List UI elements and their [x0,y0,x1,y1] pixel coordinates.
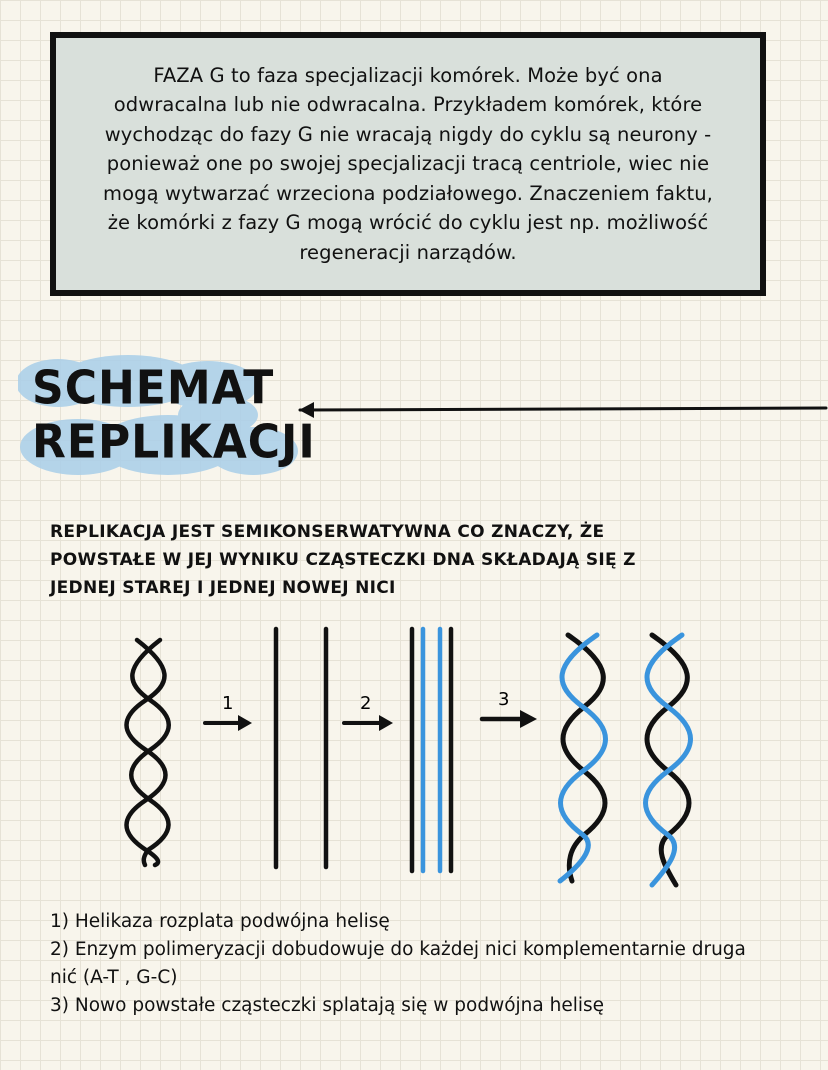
new-double-helix-2 [646,635,691,885]
step-item-2: 2) Enzym polimeryzacji dobudowuje do każdej nici komplementarnie druga nić (A-T , G-C) [50,939,746,988]
title-line-1: SCHEMAT [32,361,275,416]
separated-strands [276,629,326,867]
replication-diagram [0,615,828,900]
arrow-label-2: 2 [360,693,372,714]
old-and-new-strands [412,629,451,871]
double-helix-original [127,640,169,865]
title-arrow-icon [296,398,828,422]
section-title [18,355,318,485]
arrow-label-3: 3 [498,689,510,710]
arrow-label-1: 1 [222,693,234,714]
step-item-1: 1) Helikaza rozplata podwójna helisę [50,911,390,932]
definition-text: REPLIKACJA JEST SEMIKONSERWATYWNA CO ZNACZY, ŻE POWSTAŁE W JEJ WYNIKU CZĄSTECZKI DNA SKŁADAJĄ SIĘ Z JEDNEJ STAREJ I JEDNEJ NOWEJ NICI [50,522,636,598]
title-line-2: REPLIKACJI [32,415,316,470]
step-arrow-2 [344,693,393,731]
steps-list [50,908,770,1020]
info-box [50,32,766,296]
step-arrow-1 [205,693,252,731]
step-item-3: 3) Nowo powstałe cząsteczki splatają się w podwójna helisę [50,995,605,1016]
info-text: FAZA G to faza specjalizacji komórek. Może być ona odwracalna lub nie odwracalna. Przykładem komórek, które wychodząc do fazy G nie wracają nigdy do cyklu są neurony - ponieważ one po swojej specjalizacji tracą centriole, wiec nie mogą wytwarzać wrzeciona podziałowego. Znaczeniem faktu, że komórki z fazy G mogą wrócić do cyklu jest np. możliwość regeneracji narządów. [103,63,713,264]
new-double-helix-1 [560,635,606,881]
step-arrow-3 [482,689,537,728]
